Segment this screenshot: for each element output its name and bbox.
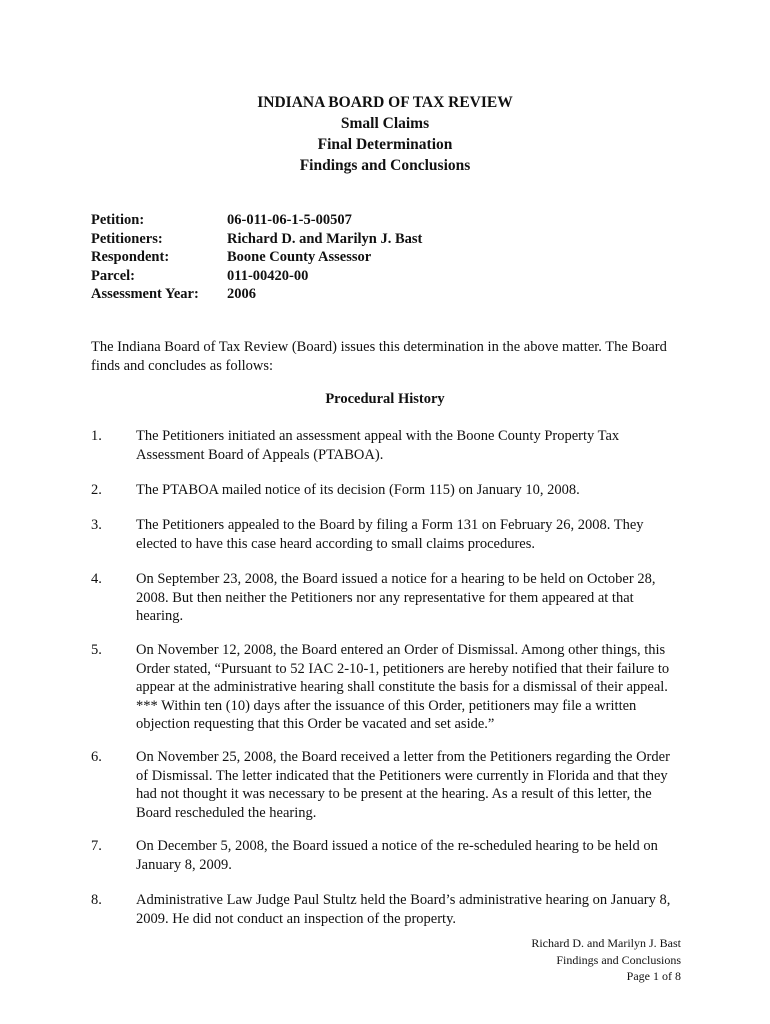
meta-row-petition xyxy=(91,211,422,230)
list-item xyxy=(91,516,691,553)
footer-document-title: Findings and Conclusions xyxy=(556,952,681,967)
parcel-value: 011-00420-00 xyxy=(227,267,309,284)
header-agency: INDIANA BOARD OF TAX REVIEW xyxy=(257,94,513,111)
document-header xyxy=(0,92,770,176)
item-text: On November 12, 2008, the Board entered an Order of Dismissal. Among other things, this Order stated, “Pursuant to 52 IAC 2-10-1, petitioners are hereby notified that their failure to appear at the administrative hearing shall constitute the basis for a dismissal of their appeal. *** Within ten (10) days after the issuance of this Order, petitioners may file a written objection requesting that this Order be vacated and set aside.” xyxy=(136,642,670,732)
item-number: 4. xyxy=(91,571,102,587)
petitioners-value: Richard D. and Marilyn J. Bast xyxy=(227,230,423,247)
meta-row-parcel xyxy=(91,267,422,286)
item-text: On November 25, 2008, the Board received a letter from the Petitioners regarding the Order of Dismissal. The letter indicated that the Petitioners were currently in Florida and that they had not thought it was necessary to be present at the hearing. As a result of this letter, the Board rescheduled the hearing. xyxy=(136,749,670,821)
item-number: 1. xyxy=(91,428,102,444)
respondent-label: Respondent: xyxy=(91,249,170,265)
list-item xyxy=(91,427,691,464)
item-text: The PTABOA mailed notice of its decision (Form 115) on January 10, 2008. xyxy=(136,482,580,498)
page-footer xyxy=(531,935,681,985)
header-findings: Findings and Conclusions xyxy=(299,157,471,174)
footer-case-name: Richard D. and Marilyn J. Bast xyxy=(531,936,681,950)
item-text: The Petitioners appealed to the Board by filing a Form 131 on February 26, 2008. They elected to have this case heard according to small claims procedures. xyxy=(136,517,644,552)
assessment-year-value: 2006 xyxy=(227,286,256,302)
list-item xyxy=(91,748,691,822)
section-title: Procedural History xyxy=(325,391,445,407)
header-claim-type: Small Claims xyxy=(340,115,430,132)
petition-value: 06-011-06-1-5-00507 xyxy=(227,212,352,228)
intro-paragraph: The Indiana Board of Tax Review (Board) issues this determination in the above matter. The Board finds and concludes as follows: xyxy=(91,339,667,374)
list-item xyxy=(91,570,691,626)
meta-row-respondent xyxy=(91,248,422,267)
list-item xyxy=(91,481,691,500)
page-number: Page 1 of 8 xyxy=(626,969,681,983)
item-number: 6. xyxy=(91,749,102,765)
item-text: Administrative Law Judge Paul Stultz held the Board’s administrative hearing on January 8, 2009. He did not conduct an inspection of the property. xyxy=(136,892,671,927)
case-metadata xyxy=(91,211,422,304)
list-item xyxy=(91,641,691,734)
item-number: 8. xyxy=(91,892,102,908)
list-item xyxy=(91,891,691,928)
parcel-label: Parcel: xyxy=(91,267,136,284)
petition-label: Petition: xyxy=(91,212,145,228)
item-number: 2. xyxy=(91,482,102,498)
item-text: The Petitioners initiated an assessment appeal with the Boone County Property Tax Assessment Board of Appeals (PTABOA). xyxy=(136,428,620,463)
item-number: 5. xyxy=(91,642,102,658)
assessment-year-label: Assessment Year: xyxy=(91,286,199,302)
item-text: On December 5, 2008, the Board issued a notice of the re-scheduled hearing to be held on January 8, 2009. xyxy=(136,838,658,873)
item-number: 7. xyxy=(91,838,102,854)
list-item xyxy=(91,837,691,874)
meta-row-petitioners xyxy=(91,230,422,249)
petitioners-label: Petitioners: xyxy=(91,230,163,247)
item-text: On September 23, 2008, the Board issued a notice for a hearing to be held on October 28, 2008. But then neither the Petitioners nor any representative for them appeared at that hearing. xyxy=(136,571,656,624)
respondent-value: Boone County Assessor xyxy=(227,249,372,265)
meta-row-year xyxy=(91,285,422,304)
header-determination: Final Determination xyxy=(317,136,453,153)
item-number: 3. xyxy=(91,517,102,533)
